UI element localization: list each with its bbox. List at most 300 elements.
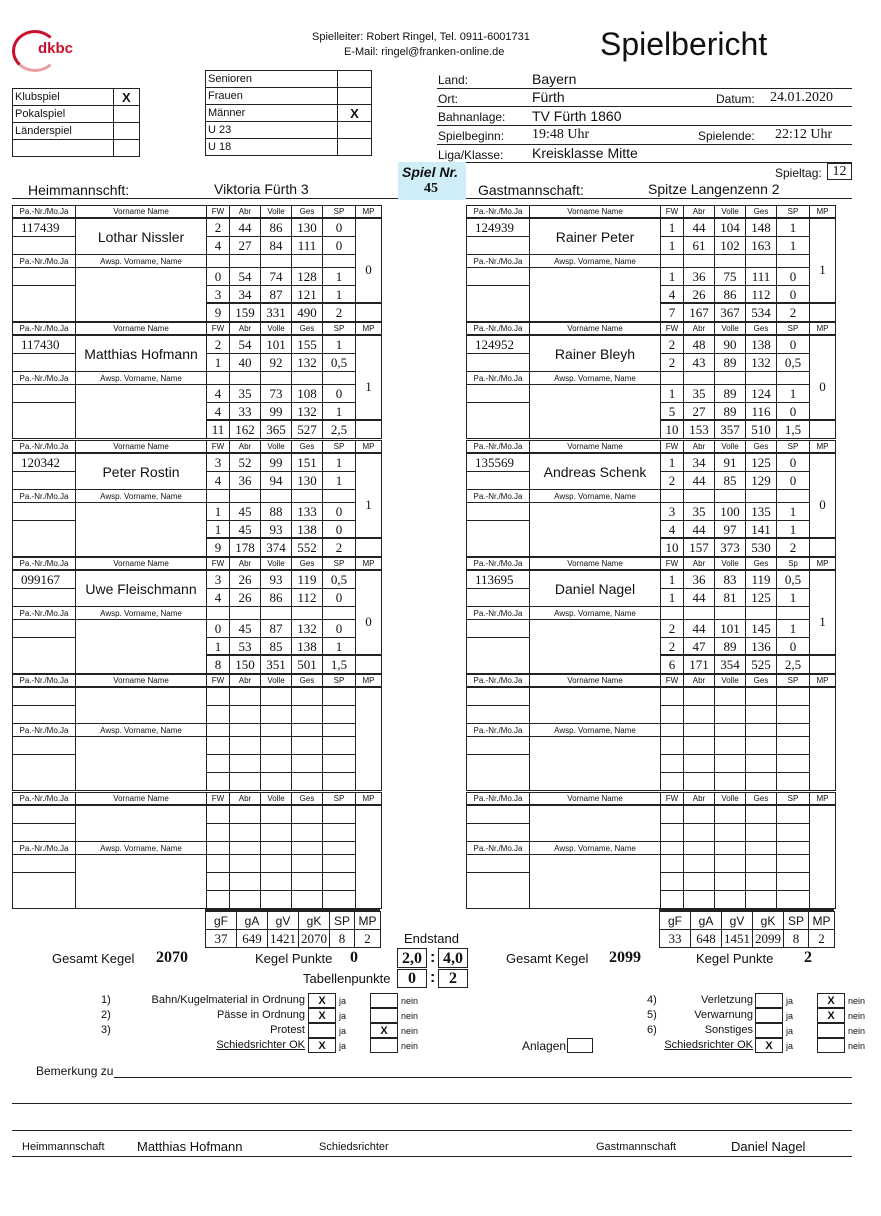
substitute-name [75,619,207,674]
pass-blank [12,619,76,638]
bemerkung-label: Bemerkung zu [36,1064,114,1078]
total-cell: 153 [683,420,715,439]
totals-value: 33 [659,929,691,948]
score-cell: 53 [229,637,261,656]
col-header-sp: SP [776,674,810,687]
totals-header: gV [267,911,299,930]
score-cell [776,872,810,891]
score-cell [206,841,230,855]
total-cell: 354 [714,655,746,674]
col-header-volle: Volle [714,205,746,218]
score-cell: 111 [291,236,323,255]
score-cell [683,371,715,385]
col-header-pass: Pa.-Nr./Mo.Ja [12,489,76,503]
pass-blank [12,736,76,755]
match-points [809,687,836,791]
col-header-ges: Ges [745,792,777,805]
score-cell: 138 [291,520,323,539]
score-cell [206,489,230,503]
player-name: Rainer Bleyh [529,335,661,372]
score-cell [660,854,684,873]
pass-number: 124939 [466,218,530,237]
col-header-mp: MP [355,205,382,218]
nein-label: nein [401,1011,419,1021]
check-num: 5) [647,1009,657,1021]
col-header-volle: Volle [714,674,746,687]
score-cell [683,872,715,891]
pass-blank [466,637,530,674]
score-cell: 99 [260,402,292,421]
check-num: 4) [647,994,657,1006]
col-header-vorname: Vorname Name [75,792,207,805]
check-ja-box [308,1023,336,1038]
total-cell [683,772,715,791]
col-header-ausw: Awsp. Vorname, Name [529,841,661,855]
score-cell: 111 [745,267,777,286]
check-label: Schiedsrichter OK [664,1039,753,1051]
schiri-sign-label: Schiedsrichter [319,1141,389,1153]
score-cell: 132 [745,353,777,372]
col-header-abr: Abr [229,205,261,218]
score-cell: 1 [322,402,356,421]
guest-gesamt-value: 2099 [609,949,641,966]
score-cell [776,606,810,620]
score-cell: 1 [322,471,356,490]
col-header-pass: Pa.-Nr./Mo.Ja [12,371,76,385]
total-cell: 534 [745,303,777,322]
guest-gesamt-label: Gesamt Kegel [506,951,589,966]
check-nein-box [370,1038,398,1053]
match-type-label: Pokalspiel [13,106,114,123]
check-ja-box [755,1023,783,1038]
score-cell [745,489,777,503]
score-cell: 1 [322,335,356,354]
total-cell: 1,5 [322,655,356,674]
substitute-name [75,384,207,439]
score-cell [291,705,323,724]
total-cell [776,772,810,791]
col-header-fw: FW [206,792,230,805]
col-header-mp: MP [809,557,836,570]
score-cell: 85 [714,471,746,490]
score-cell [776,805,810,824]
pass-blank [466,267,530,286]
col-header-sp: SP [776,440,810,453]
score-cell [229,854,261,873]
score-cell: 151 [291,453,323,472]
score-cell: 132 [291,353,323,372]
score-cell: 1 [776,502,810,521]
page-title: Spielbericht [600,26,768,62]
col-header-vorname: Vorname Name [75,674,207,687]
totals-header: gK [298,911,330,930]
guest-team: Spitze Langenzenn 2 [648,181,780,197]
score-cell: 1 [776,218,810,237]
check-label: Sonstiges [704,1024,753,1036]
total-cell [745,890,777,909]
match-type-label: Klubspiel [13,89,114,106]
score-cell: 97 [714,520,746,539]
score-cell [714,705,746,724]
score-cell [291,854,323,873]
match-points [809,805,836,909]
score-cell: 128 [291,267,323,286]
pass-number: 135569 [466,453,530,472]
score-cell: 132 [291,619,323,638]
home-gesamt-value: 2070 [156,949,188,966]
totals-header: gF [205,911,237,930]
total-cell: 373 [714,538,746,557]
col-header-pass: Pa.-Nr./Mo.Ja [12,557,76,570]
total-cell: 501 [291,655,323,674]
player-name: Peter Rostin [75,453,207,490]
score-cell: 52 [229,453,261,472]
col-header-vorname: Vorname Name [75,440,207,453]
pass-number [12,805,76,824]
score-cell [714,841,746,855]
player-name: Uwe Fleischmann [75,570,207,607]
totals-value: 2099 [752,929,784,948]
score-cell: 44 [683,588,715,607]
score-cell: 2 [206,335,230,354]
col-header-vorname: Vorname Name [529,674,661,687]
score-cell [745,754,777,773]
totals-value: 648 [690,929,722,948]
player-name [75,687,207,724]
guest-team-label: Gastmannschaft: [478,182,584,198]
match-type-row [13,123,140,140]
score-cell [322,371,356,385]
score-cell: 1 [660,384,684,403]
pass-blank [466,736,530,755]
score-cell: 54 [229,335,261,354]
totals-value: 1451 [721,929,753,948]
col-header-mp: MP [355,674,382,687]
score-cell [206,606,230,620]
score-cell: 101 [260,335,292,354]
score-cell: 61 [683,236,715,255]
col-header-pass: Pa.-Nr./Mo.Ja [12,841,76,855]
score-cell [229,254,261,268]
datum-label: Datum: [716,92,755,106]
col-header-vorname: Vorname Name [75,322,207,335]
check-label: Schiedsrichter OK [216,1039,305,1051]
match-type-row [13,89,140,106]
score-cell: 36 [229,471,261,490]
tab-sep: : [430,969,436,986]
score-cell: 1 [322,637,356,656]
ort-label: Ort: [438,92,458,106]
col-header-ausw: Awsp. Vorname, Name [529,254,661,268]
total-separator [206,419,381,421]
score-cell [322,854,356,873]
score-cell [660,254,684,268]
col-header-pass: Pa.-Nr./Mo.Ja [12,792,76,805]
score-cell [322,754,356,773]
score-cell [660,736,684,755]
score-cell [776,841,810,855]
player-name [529,687,661,724]
col-header-abr: Abr [683,674,715,687]
ja-label: ja [786,1011,794,1021]
score-cell [260,254,292,268]
spielnr-label: Spiel Nr. [402,164,459,180]
score-cell [291,841,323,855]
pass-number: 117430 [12,335,76,354]
col-header-sp: SP [322,674,356,687]
totals-header: gA [690,911,722,930]
category-row [206,122,372,139]
player-name [529,805,661,842]
total-cell [322,890,356,909]
score-cell [291,687,323,706]
total-cell: 1,5 [776,420,810,439]
player-name: Lothar Nissler [75,218,207,255]
score-cell: 133 [291,502,323,521]
nein-label: nein [848,996,866,1006]
score-cell: 0 [322,384,356,403]
spieltag-label: Spieltag: [775,166,822,180]
ende-value: 22:12 Uhr [775,127,833,142]
score-cell: 27 [683,402,715,421]
substitute-name [529,267,661,322]
score-cell [683,705,715,724]
substitute-name [75,854,207,909]
totals-value: 2 [354,929,381,948]
col-header-ausw: Awsp. Vorname, Name [75,606,207,620]
match-points: 1 [355,453,382,557]
end-home: 2,0 [397,948,427,968]
substitute-name [75,502,207,557]
score-cell: 116 [745,402,777,421]
match-type-row [13,106,140,123]
score-cell [322,687,356,706]
pass-blank [466,854,530,873]
col-header-ges: Ges [291,674,323,687]
score-cell [745,687,777,706]
col-header-volle: Volle [714,440,746,453]
score-cell [714,254,746,268]
score-cell: 90 [714,335,746,354]
category-mark: X [338,105,372,122]
score-cell: 129 [745,471,777,490]
bahn-value: TV Fürth 1860 [532,108,622,124]
col-header-volle: Volle [260,557,292,570]
score-cell [206,254,230,268]
score-cell: 135 [745,502,777,521]
player-name: Daniel Nagel [529,570,661,607]
check-num: 1) [101,994,111,1006]
col-header-ges: Ges [291,322,323,335]
nein-label: nein [401,1026,419,1036]
score-cell: 108 [291,384,323,403]
col-header-fw: FW [660,205,684,218]
score-cell [229,705,261,724]
score-cell: 0 [322,588,356,607]
total-cell [322,772,356,791]
col-header-sp: Sp [776,557,810,570]
score-cell: 1 [776,520,810,539]
pass-blank [12,353,76,372]
score-cell: 5 [660,402,684,421]
pass-blank [466,872,530,909]
score-cell: 26 [229,570,261,589]
spielnr-value: 45 [424,181,438,196]
col-header-ausw: Awsp. Vorname, Name [75,489,207,503]
guest-kp-value: 2 [804,949,812,966]
score-cell: 102 [714,236,746,255]
score-cell: 0,5 [776,570,810,589]
score-cell [206,854,230,873]
match-points: 0 [809,453,836,557]
total-cell [714,772,746,791]
substitute-name [75,267,207,322]
total-cell: 167 [683,303,715,322]
score-cell [322,805,356,824]
score-cell: 145 [745,619,777,638]
score-cell [776,754,810,773]
col-header-fw: FW [660,322,684,335]
player-name: Andreas Schenk [529,453,661,490]
category-mark [338,139,372,156]
total-cell: 2 [322,303,356,322]
score-cell: 3 [206,285,230,304]
pass-blank [466,471,530,490]
total-cell: 2 [776,303,810,322]
totals-value: 2070 [298,929,330,948]
totals-value: 649 [236,929,268,948]
col-header-mp: MP [355,557,382,570]
home-gesamt-label: Gesamt Kegel [52,951,135,966]
total-cell [660,890,684,909]
score-cell: 0 [206,619,230,638]
totals-value: 37 [205,929,237,948]
score-cell: 125 [745,453,777,472]
score-cell: 73 [260,384,292,403]
pass-number: 113695 [466,570,530,589]
score-cell: 44 [683,471,715,490]
score-cell: 2 [660,619,684,638]
pass-blank [12,637,76,674]
score-cell [322,723,356,737]
pass-number [12,687,76,706]
pass-number: 120342 [12,453,76,472]
col-header-pass: Pa.-Nr./Mo.Ja [466,489,530,503]
pass-number: 099167 [12,570,76,589]
total-cell: 7 [660,303,684,322]
score-cell: 74 [260,267,292,286]
col-header-ges: Ges [745,557,777,570]
total-cell [260,772,292,791]
col-header-ausw: Awsp. Vorname, Name [529,489,661,503]
category-table [205,70,372,156]
score-cell: 1 [660,218,684,237]
total-cell [660,772,684,791]
total-cell: 2,5 [322,420,356,439]
totals-value: 8 [329,929,355,948]
col-header-ausw: Awsp. Vorname, Name [75,723,207,737]
tab-home: 0 [397,969,427,988]
col-header-sp: SP [322,792,356,805]
score-cell [260,705,292,724]
score-cell: 121 [291,285,323,304]
totals-header: SP [329,911,355,930]
liga-label: Liga/Klasse: [438,148,504,162]
match-points: 1 [355,335,382,439]
col-header-ausw: Awsp. Vorname, Name [529,606,661,620]
score-cell: 1 [660,453,684,472]
score-cell [745,841,777,855]
score-cell: 1 [206,502,230,521]
total-separator [660,302,835,304]
score-cell: 0 [776,402,810,421]
check-num: 2) [101,1009,111,1021]
match-points: 1 [809,570,836,674]
pass-blank [466,619,530,638]
col-header-vorname: Vorname Name [529,322,661,335]
check-num: 6) [647,1024,657,1036]
nein-label: nein [848,1011,866,1021]
score-cell: 1 [322,285,356,304]
score-cell: 1 [206,637,230,656]
col-header-fw: FW [206,322,230,335]
score-cell: 136 [745,637,777,656]
score-cell [714,754,746,773]
ja-label: ja [786,1026,794,1036]
score-cell [714,687,746,706]
score-cell [745,254,777,268]
score-cell: 0 [322,236,356,255]
col-header-pass: Pa.-Nr./Mo.Ja [466,674,530,687]
score-cell: 155 [291,335,323,354]
score-cell [745,723,777,737]
score-cell: 48 [683,335,715,354]
col-header-vorname: Vorname Name [75,205,207,218]
score-cell: 0 [776,267,810,286]
total-cell: 150 [229,655,261,674]
pass-blank [12,520,76,557]
score-cell: 0,5 [776,353,810,372]
col-header-sp: SP [322,557,356,570]
pass-blank [466,705,530,724]
score-cell [660,371,684,385]
col-header-ausw: Awsp. Vorname, Name [75,371,207,385]
score-cell [322,254,356,268]
score-cell [206,371,230,385]
totals-header: gA [236,911,268,930]
score-cell: 112 [745,285,777,304]
score-cell: 1 [660,267,684,286]
score-cell: 101 [714,619,746,638]
score-cell: 2 [660,353,684,372]
score-cell: 40 [229,353,261,372]
ende-label: Spielende: [698,129,755,143]
score-cell [291,371,323,385]
score-cell: 1 [776,236,810,255]
score-cell: 93 [260,520,292,539]
score-cell [660,872,684,891]
col-header-mp: MP [809,205,836,218]
score-cell: 4 [206,384,230,403]
col-header-pass: Pa.-Nr./Mo.Ja [12,322,76,335]
score-cell: 1 [776,384,810,403]
col-header-abr: Abr [683,205,715,218]
col-header-pass: Pa.-Nr./Mo.Ja [12,674,76,687]
score-cell [260,854,292,873]
score-cell [683,805,715,824]
score-cell [660,489,684,503]
score-cell: 86 [260,218,292,237]
